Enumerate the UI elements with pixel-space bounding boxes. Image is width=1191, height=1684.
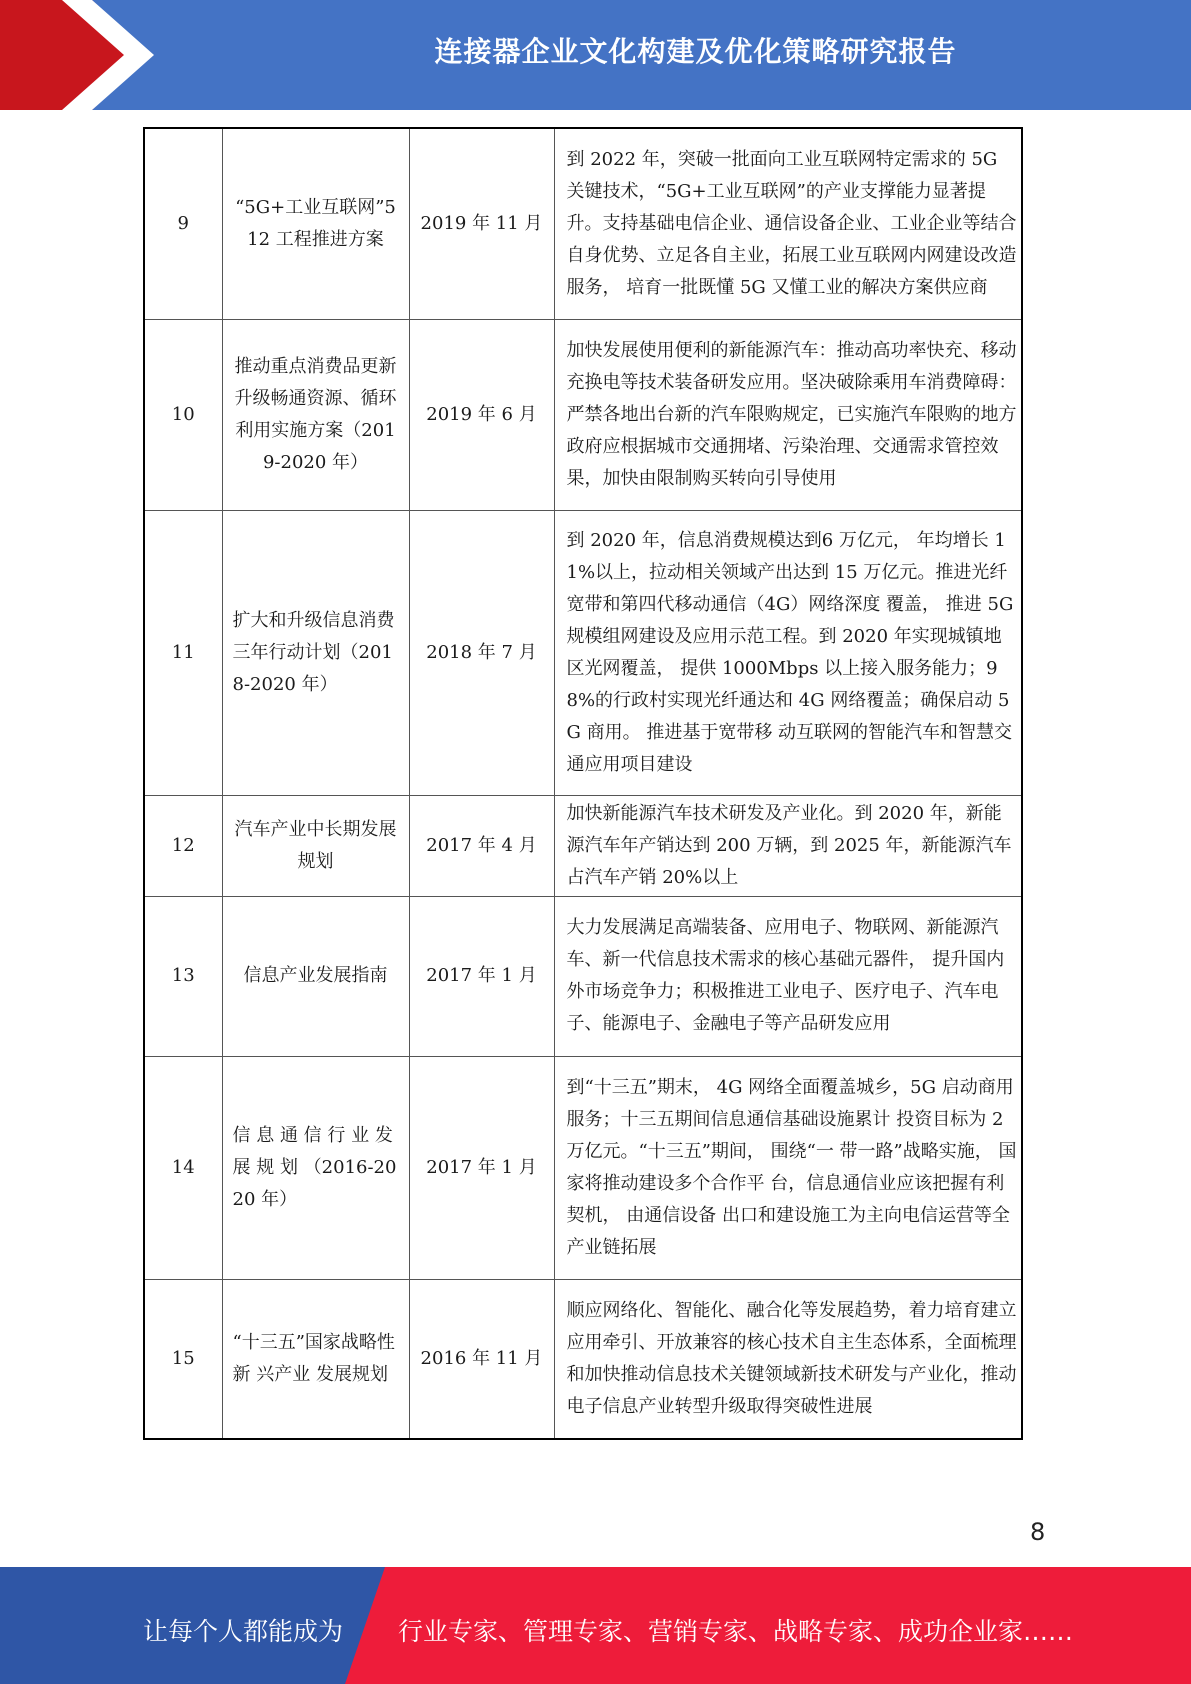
- policy-date: 2016 年 11 月: [409, 1279, 554, 1439]
- table-row: [144, 319, 1022, 510]
- table-row: [144, 1279, 1022, 1439]
- report-title: 连接器企业文化构建及优化策略研究报告: [434, 35, 957, 68]
- policy-date: 2019 年 11 月: [409, 128, 554, 319]
- page-number: 8: [1030, 1518, 1046, 1546]
- row-number: 11: [144, 510, 222, 795]
- table-row: [144, 510, 1022, 795]
- footer-banner: [0, 1567, 1191, 1684]
- policy-name: 信 息 通 信 行 业 发 展 规 划 （2016-2020 年）: [222, 1056, 409, 1279]
- policy-name: 扩大和升级信息消费三年行动计划（2018-2020 年）: [222, 510, 409, 795]
- policy-name: 推动重点消费品更新升级畅通资源、循环利用实施方案（2019-2020 年）: [222, 319, 409, 510]
- policy-table: [143, 127, 1023, 1440]
- table-row: [144, 1056, 1022, 1279]
- row-number: 12: [144, 795, 222, 896]
- policy-content: 加快发展使用便利的新能源汽车：推动高功率快充、移动充换电等技术装备研发应用。坚决破除乘用车消费障碍：严禁各地出台新的汽车限购规定，已实施汽车限购的地方政府应根据城市交通拥堵、污染治理、交通需求管控效果，加快由限制购买转向引导使用: [554, 319, 1022, 510]
- policy-content: 到 2020 年，信息消费规模达到6 万亿元， 年均增长 11%以上，拉动相关领域产出达到 15 万亿元。推进光纤宽带和第四代移动通信（4G）网络深度 覆盖， 推进 5G 规模组网建设及应用示范工程。到 2020 年实现城镇地区光网覆盖， 提供 1000Mbps 以上接入服务能力；98%的行政村实现光纤通达和 4G 网络覆盖；确保启动 5G 商用。 推进基于宽带移 动互联网的智能汽车和智慧交通应用项目建设: [554, 510, 1022, 795]
- row-number: 14: [144, 1056, 222, 1279]
- policy-date: 2018 年 7 月: [409, 510, 554, 795]
- policy-name: “十三五”国家战略性新 兴产业 发展规划: [222, 1279, 409, 1439]
- policy-date: 2017 年 1 月: [409, 1056, 554, 1279]
- policy-content: 顺应网络化、智能化、融合化等发展趋势，着力培育建立应用牵引、开放兼容的核心技术自主生态体系，全面梳理和加快推动信息技术关键领域新技术研发与产业化，推动电子信息产业转型升级取得突破性进展: [554, 1279, 1022, 1439]
- policy-content: 大力发展满足高端装备、应用电子、物联网、新能源汽车、新一代信息技术需求的核心基础元器件， 提升国内外市场竞争力；积极推进工业电子、医疗电子、汽车电子、能源电子、金融电子等产品研发应用: [554, 896, 1022, 1056]
- policy-name: “5G+工业互联网”512 工程推进方案: [222, 128, 409, 319]
- policy-content: 加快新能源汽车技术研发及产业化。到 2020 年，新能源汽车年产销达到 200 万辆，到 2025 年，新能源汽车占汽车产销 20%以上: [554, 795, 1022, 896]
- footer-slogan-right: 行业专家、管理专家、营销专家、战略专家、成功企业家……: [398, 1617, 1074, 1646]
- policy-content: 到 2022 年，突破一批面向工业互联网特定需求的 5G 关键技术，“5G+工业互联网”的产业支撑能力显著提升。支持基础电信企业、通信设备企业、工业企业等结合自身优势、立足各自主业，拓展工业互联网内网建设改造服务， 培育一批既懂 5G 又懂工业的解决方案供应商: [554, 128, 1022, 319]
- table-row: [144, 896, 1022, 1056]
- row-number: 13: [144, 896, 222, 1056]
- row-number: 15: [144, 1279, 222, 1439]
- table-row: [144, 795, 1022, 896]
- table-row: [144, 128, 1022, 319]
- policy-date: 2017 年 4 月: [409, 795, 554, 896]
- policy-name: 汽车产业中长期发展规划: [222, 795, 409, 896]
- footer-slogan-left: 让每个人都能成为: [143, 1617, 344, 1646]
- row-number: 10: [144, 319, 222, 510]
- header-banner: [0, 0, 1191, 110]
- row-number: 9: [144, 128, 222, 319]
- policy-date: 2017 年 1 月: [409, 896, 554, 1056]
- policy-date: 2019 年 6 月: [409, 319, 554, 510]
- policy-content: 到“十三五”期末， 4G 网络全面覆盖城乡，5G 启动商用服务；十三五期间信息通信基础设施累计 投资目标为 2 万亿元。“十三五”期间， 围绕“一 带一路”战略实施， 国家将推动建设多个合作平 台，信息通信业应该把握有利契机， 由通信设备 出口和建设施工为主向电信运营等全产业链拓展: [554, 1056, 1022, 1279]
- policy-name: 信息产业发展指南: [222, 896, 409, 1056]
